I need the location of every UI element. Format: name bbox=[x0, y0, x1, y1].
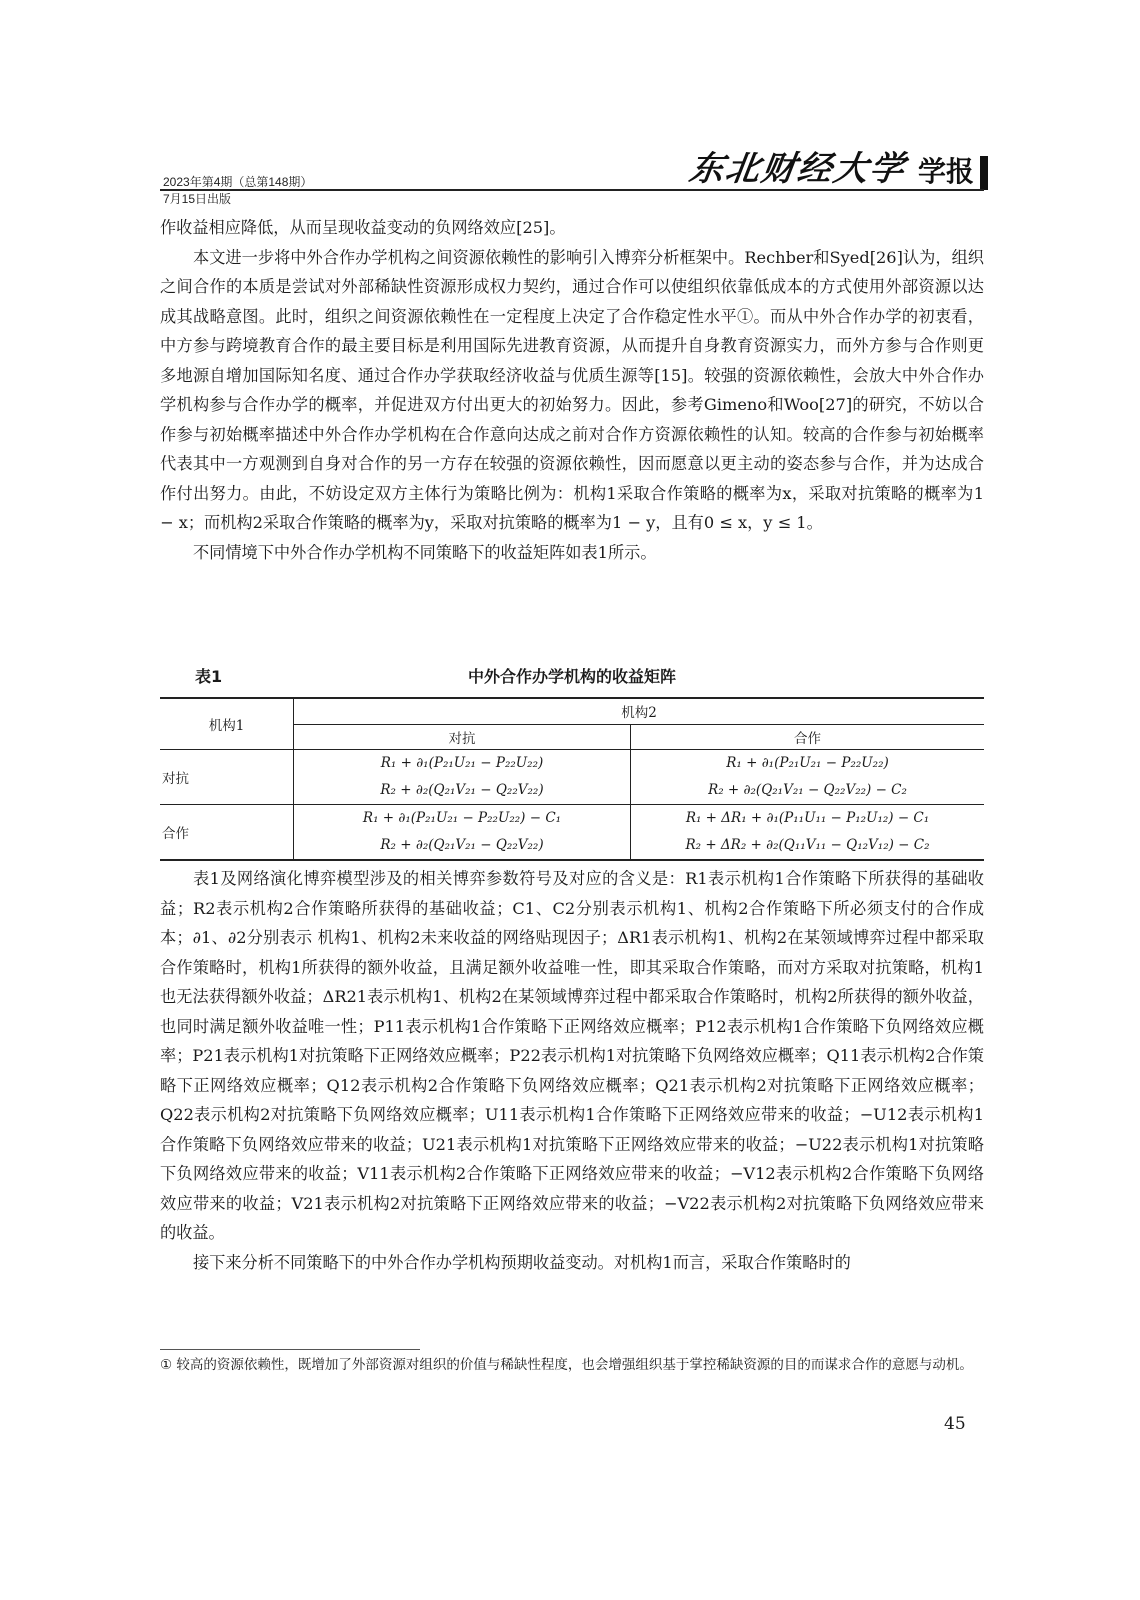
table-title: 中外合作办学机构的收益矩阵 bbox=[467, 667, 676, 686]
paragraph-3: 不同情境下中外合作办学机构不同策略下的收益矩阵如表1所示。 bbox=[193, 542, 657, 562]
table-cell bbox=[294, 805, 631, 861]
table-header-row-1 bbox=[160, 698, 984, 724]
table-cell bbox=[631, 805, 985, 861]
payoff-org2: R₂ + ∂₂(Q₂₁V₂₁ − Q₂₂V₂₂) − C₂ bbox=[708, 782, 907, 798]
paragraph-1: 作收益相应降低，从而呈现收益变动的负网络效应[25]。 bbox=[160, 218, 566, 237]
footnote-rule bbox=[160, 1349, 420, 1350]
row-label-confront: 对抗 bbox=[160, 750, 294, 805]
paragraph-4: 表1及网络演化博弈模型涉及的相关博弈参数符号及对应的含义是：R1表示机构1合作策略下所获得的基础收益；R2表示机构2合作策略所获得的基础收益；C1、C2分别表示机构1、机构2合作策略下所必须支付的合作成本；∂1、∂2分别表示 机构1、机构2未来收益的网络贴现因子；ΔR1表示机构1、机构2在某领域博弈过程中都采取合作策略时，机构1所获得的额外收益，且满足额外收益唯一性，即其采取合作策略，而对方采取对抗策略，机构1也无法获得额外收益；ΔR21表示机构1、机构2在某领域博弈过程中都采取合作策略时，机构2所获得的额外收益，也同时满足额外收益唯一性；P11表示机构1合作策略下正网络效应概率；P12表示机构1合作策略下负网络效应概率；P21表示机构1对抗策略下正网络效应概率；P22表示机构1对抗策略下负网络效应概率；Q11表示机构2合作策略下正网络效应概率；Q12表示机构2合作策略下负网络效应概率；Q21表示机构2对抗策略下正网络效应概率；Q22表示机构2对抗策略下负网络效应概率；U11表示机构1合作策略下正网络效应带来的收益；−U12表示机构1合作策略下负网络效应带来的收益；U21表示机构1对抗策略下正网络效应带来的收益；−U22表示机构1对抗策略下负网络效应带来的收益；V11表示机构2合作策略下正网络效应带来的收益；−V12表示机构2合作策略下负网络效应带来的收益；V21表示机构2对抗策略下正网络效应带来的收益；−V22表示机构2对抗策略下负网络效应带来的收益。 bbox=[160, 869, 984, 1242]
payoff-org1: R₁ + ∂₁(P₂₁U₂₁ − P₂₂U₂₂) bbox=[726, 755, 889, 771]
col-label-confront: 对抗 bbox=[294, 724, 631, 750]
body-upper bbox=[160, 213, 984, 567]
paragraph-5: 接下来分析不同策略下的中外合作办学机构预期收益变动。对机构1而言，采取合作策略时的 bbox=[193, 1252, 851, 1272]
payoff-org2: R₂ + ΔR₂ + ∂₂(Q₁₁V₁₁ − Q₁₂V₁₂) − C₂ bbox=[685, 837, 930, 853]
journal-name-calligraphy: 东北财经大学 bbox=[686, 149, 909, 189]
issue-label: 2023年第4期（总第148期） bbox=[163, 175, 313, 189]
journal-logo bbox=[686, 140, 988, 190]
table-caption bbox=[160, 664, 984, 690]
footnote: ① 较高的资源依赖性，既增加了外部资源对组织的价值与稀缺性程度，也会增强组织基于掌控稀缺资源的目的而谋求合作的意愿与动机。 bbox=[160, 1357, 973, 1373]
table-row bbox=[160, 750, 984, 805]
row-label-cooperate: 合作 bbox=[160, 805, 294, 861]
payoff-org1: R₁ + ∂₁(P₂₁U₂₁ − P₂₂U₂₂) bbox=[380, 755, 544, 771]
journal-issue-info bbox=[163, 174, 312, 208]
col-header-cell: 机构2 bbox=[294, 698, 985, 724]
payoff-org2: R₂ + ∂₂(Q₂₁V₂₁ − Q₂₂V₂₂) bbox=[380, 837, 544, 853]
table-cell bbox=[294, 750, 631, 805]
paragraph-2: 本文进一步将中外合作办学机构之间资源依赖性的影响引入博弈分析框架中。Rechber和Syed[26]认为，组织之间合作的本质是尝试对外部稀缺性资源形成权力契约，通过合作可以使组织依靠低成本的方式使用外部资源以达成其战略意图。此时，组织之间资源依赖性在一定程度上决定了合作稳定性水平①。而从中外合作办学的初衷看，中方参与跨境教育合作的最主要目标是利用国际先进教育资源，从而提升自身教育资源实力，而外方参与合作则更多地源自增加国际知名度、通过合作办学获取经济收益与优质生源等[15]。较强的资源依赖性，会放大中外合作办学机构参与合作办学的概率，并促进双方付出更大的初始努力。因此，参考Gimeno和Woo[27]的研究，不妨以合作参与初始概率描述中外合作办学机构在合作意向达成之前对合作方资源依赖性的认知。较高的合作参与初始概率代表其中一方观测到自身对合作的另一方存在较强的资源依赖性，因而愿意以更主动的姿态参与合作，并为达成合作付出努力。由此，不妨设定双方主体行为策略比例为：机构1采取合作策略的概率为x，采取对抗策略的概率为1 − x；而机构2采取合作策略的概率为y，采取对抗策略的概率为1 − y，且有0 ≤ x，y ≤ 1。 bbox=[160, 247, 984, 532]
logo-bar bbox=[980, 156, 988, 190]
header-rule bbox=[160, 189, 984, 191]
col-label-cooperate: 合作 bbox=[631, 724, 985, 750]
page-number: 45 bbox=[944, 1414, 966, 1434]
payoff-org1: R₁ + ΔR₁ + ∂₁(P₁₁U₁₁ − P₁₂U₁₂) − C₁ bbox=[685, 810, 930, 826]
table-cell bbox=[631, 750, 985, 805]
body-lower bbox=[160, 864, 984, 1277]
journal-name-suffix: 学报 bbox=[918, 155, 975, 188]
publish-date: 7月15日出版 bbox=[163, 192, 232, 206]
payoff-org2: R₂ + ∂₂(Q₂₁V₂₁ − Q₂₂V₂₂) bbox=[380, 782, 544, 798]
payoff-matrix-table bbox=[160, 697, 984, 861]
table-number: 表1 bbox=[195, 667, 223, 686]
table-row bbox=[160, 805, 984, 861]
row-header-cell: 机构1 bbox=[160, 698, 294, 750]
payoff-org1: R₁ + ∂₁(P₂₁U₂₁ − P₂₂U₂₂) − C₁ bbox=[362, 810, 562, 826]
